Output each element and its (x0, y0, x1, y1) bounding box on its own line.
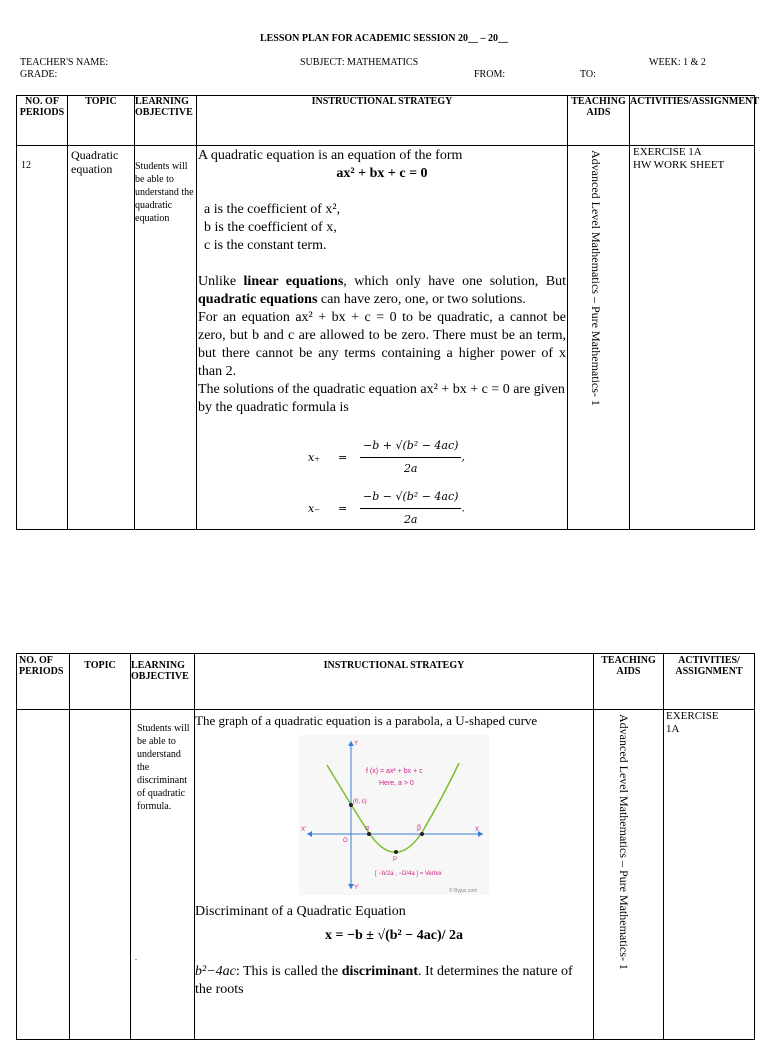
graph-origin-label: O (343, 838, 348, 844)
header-periods: NO. OF PERIODS (17, 654, 70, 710)
graph-intro-text: The graph of a quadratic equation is a parabola, a U-shaped curve (195, 713, 538, 728)
header-aids: TEACHING AIDS (568, 96, 630, 146)
header-objective: LEARNING OBJECTIVE (135, 96, 197, 146)
formula-x-plus: x₊ = $\frac{\text{−b + √(b² − 4ac)}}{2a}$ , (308, 439, 465, 475)
formula-x-minus: x₋ = $\frac{\text{−b − √(b² − 4ac)}}{2a}$ . (308, 490, 465, 526)
graph-equation: f (x) = ax² + bx + c (366, 768, 423, 775)
header-strategy: INSTRUCTIONAL STRATEGY (197, 96, 568, 146)
discriminant-formula: x = −b ± √(b² − 4ac)/ 2a (325, 928, 463, 943)
graph-x-label: X (475, 827, 480, 833)
teaching-aids-value: Advanced Level Mathematics – Pure Mathematics- 1 (589, 150, 603, 406)
paragraph-conditions: For an equation ax² + bx + c = 0 to be quadratic, a cannot be zero, but b and c are allowed to be zero. There must be an term, but there cannot be any terms containing a higher power of x than 2. (198, 310, 566, 379)
header-objective: LEARNING OBJECTIVE (131, 654, 195, 710)
activity-worksheet: HW WORK SHEET (633, 159, 725, 171)
graph-intercept: (0, c) (353, 799, 367, 805)
teaching-aids-value: Advanced Level Mathematics – Pure Mathematics- 1 (617, 714, 631, 970)
coef-c-text: c is the constant term. (204, 238, 327, 253)
intro-text: A quadratic equation is an equation of the form (198, 148, 463, 163)
graph-alpha: α (365, 825, 370, 832)
quadratic-form: ax² + bx + c = 0 (336, 166, 428, 181)
topic-value: Quadratic equation (71, 148, 119, 176)
discriminant-text: b²−4ac: This is called the discriminant. It determines the nature of the roots (195, 964, 573, 997)
graph-condition: Here, a > 0 (379, 780, 414, 787)
periods-value: 12 (21, 160, 31, 171)
discriminant-heading: Discriminant of a Quadratic Equation (195, 904, 406, 919)
grade-label: GRADE: (20, 69, 58, 80)
coef-b-text: b is the coefficient of x, (204, 220, 337, 235)
parabola-graph (299, 735, 489, 895)
graph-xneg-label: X' (301, 827, 307, 833)
graph-yneg-label: Y' (354, 885, 360, 891)
graph-y-label: Y (354, 741, 359, 747)
page-title: LESSON PLAN FOR ACADEMIC SESSION 20__ – 20__ (259, 33, 509, 44)
header-activities: ACTIVITIES/ASSIGNMENT (630, 96, 755, 146)
activity-exercise: EXERCISE 1A (666, 710, 719, 735)
header-activities: ACTIVITIES/ ASSIGNMENT (664, 654, 755, 710)
lesson-table-1 (16, 95, 759, 530)
header-periods: NO. OF PERIODS (17, 96, 68, 146)
to-label: TO: (580, 69, 596, 80)
paragraph-linear-vs-quadratic: Unlike linear equations, which only have one solution, But quadratic equations can have zero, one, or two solutions. (198, 274, 566, 307)
header-aids: TEACHING AIDS (594, 654, 664, 710)
graph-beta: β (417, 825, 422, 832)
objective-value: Students will be able to understand the quadratic equation (135, 161, 194, 224)
coef-a-text: a is the coefficient of x², (204, 202, 341, 217)
activity-exercise: EXERCISE 1A (633, 146, 702, 158)
graph-p-label: P (393, 857, 398, 863)
from-label: FROM: (474, 69, 506, 80)
week-label: WEEK: 1 & 2 (649, 57, 706, 68)
objective-value: Students will be able to understand the discriminant of quadratic formula. (137, 723, 190, 812)
strategy-content (197, 146, 567, 529)
stray-dot: . (135, 953, 137, 962)
header-strategy: INSTRUCTIONAL STRATEGY (195, 654, 594, 710)
graph-credit: © Byjus.com (449, 888, 478, 894)
lesson-table-2 (16, 653, 755, 1040)
paragraph-solutions: The solutions of the quadratic equation ax² + bx + c = 0 are given by the quadratic formula is (198, 382, 565, 415)
header-topic: TOPIC (70, 654, 131, 710)
subject-label: SUBJECT: MATHEMATICS (300, 57, 419, 68)
graph-vertex-label: [ −b/2a , −D/4a ] = Vertex (375, 871, 442, 877)
teacher-name-label: TEACHER'S NAME: (20, 57, 109, 68)
header-topic: TOPIC (68, 96, 135, 146)
